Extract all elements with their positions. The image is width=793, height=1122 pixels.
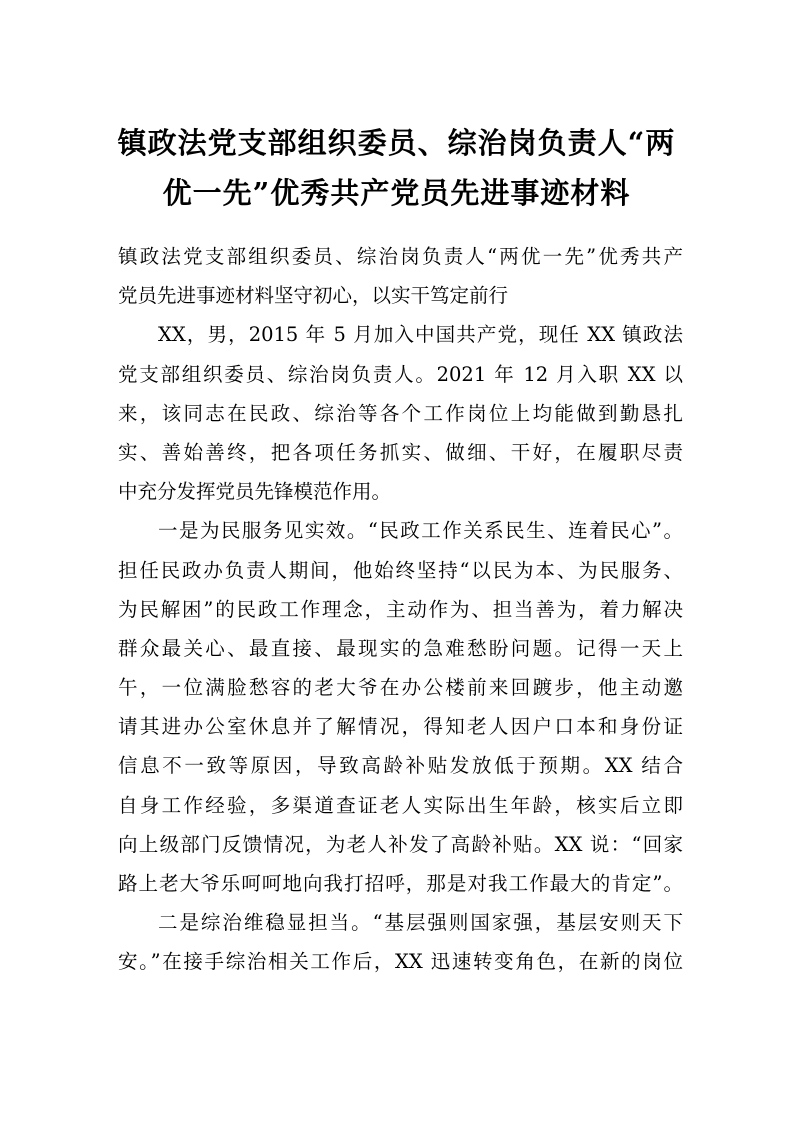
text-line: 信息不一致等原因，导致高龄补贴发放低于预期。XX 结合 (118, 754, 683, 778)
text-line: 镇政法党支部组织委员、综治岗负责人“两优一先”优秀共产 (118, 245, 683, 268)
title-line: 优一先”优秀共产党员先进事迹材料 (162, 176, 631, 210)
text-line: 午，一位满脸愁容的老大爷在办公楼前来回踱步，他主动邀 (118, 676, 683, 700)
text-line: 向上级部门反馈情况，为老人补发了高龄补贴。XX 说：“回家 (118, 832, 683, 856)
text-line: 路上老大爷乐呵呵地向我打招呼，那是对我工作最大的肯定”。 (118, 872, 683, 895)
text-line: 安。”在接手综治相关工作后，XX 迅速转变角色，在新的岗位 (118, 950, 683, 974)
text-line: XX，男，2015 年 5 月加入中国共产党，现任 XX 镇政法 (158, 323, 683, 347)
text-line: 中充分发挥党员先锋模范作用。 (118, 480, 392, 504)
text-line: 党支部组织委员、综治岗负责人。2021 年 12 月入职 XX 以 (118, 362, 683, 386)
text-line: 二是综治维稳显担当。“基层强则国家强，基层安则天下 (158, 911, 683, 935)
paragraph-service (118, 511, 683, 903)
text-line: 来，该同志在民政、综治等各个工作岗位上均能做到勤恳扎 (118, 401, 683, 425)
text-line: 实、善始善终，把各项任务抓实、做细、干好，在履职尽责 (118, 440, 683, 464)
text-line: 担任民政办负责人期间，他始终坚持“以民为本、为民服务、 (118, 558, 683, 582)
document-title (100, 118, 693, 218)
text-line: 党员先进事迹材料坚守初心，以实干笃定前行 (118, 284, 509, 308)
text-line: 请其进办公室休息并了解情况，得知老人因户口本和身份证 (118, 715, 683, 739)
text-line: 一是为民服务见实效。“民政工作关系民生、连着民心”。 (158, 519, 683, 543)
text-line: 自身工作经验，多渠道查证老人实际出生年龄，核实后立即 (118, 793, 683, 817)
document-body (118, 237, 683, 982)
paragraph-intro (118, 315, 683, 511)
title-line: 镇政法党支部组织委员、综治岗负责人“两 (117, 126, 676, 160)
paragraph-subtitle (118, 237, 683, 315)
text-line: 为民解困”的民政工作理念，主动作为、担当善为，着力解决 (118, 597, 683, 621)
paragraph-stability (118, 903, 683, 981)
text-line: 群众最关心、最直接、最现实的急难愁盼问题。记得一天上 (118, 636, 683, 660)
